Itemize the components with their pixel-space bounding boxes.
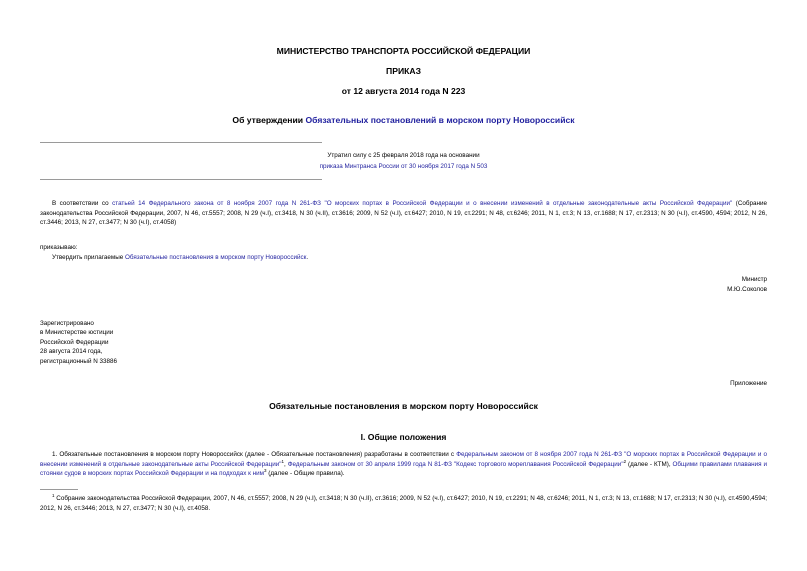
doc-title <box>0 115 807 125</box>
clause-1-text-2: , <box>284 460 288 468</box>
registration-line: регистрационный N 33886 <box>40 357 118 365</box>
appendix-label: Приложение <box>730 380 767 387</box>
status-bottom-divider <box>40 179 322 180</box>
footnote-divider <box>40 489 78 490</box>
order-text-suffix: . <box>306 254 309 261</box>
order-text <box>52 253 308 263</box>
footnote-ref-2[interactable]: 2 <box>623 458 627 464</box>
status-line-2 <box>40 162 767 172</box>
preamble-text-2: (Собрание законодательства Российской Федерации, 2007, N 46, ст.5557; 2008, N 29 (ч.I), ст.3418, N 30 (ч.II), ст.3616; 2009, N 52 (ч.I), ст.6427; 2010, N 19, ст.2291; N 48, ст.6246; 2011, N 1, ст.3; N 13, ст.1688; N 17, ст.2313; N 30 (ч.I), ст.4590, 4594; 2012, N 26, ст.3446; 2013, N 27, ст.3477; N 30 (ч.I), ст.4058) <box>40 200 767 227</box>
appendix-title: Обязательные постановления в морском порту Новороссийск <box>269 401 538 411</box>
ministry-heading: МИНИСТЕРСТВО ТРАНСПОРТА РОССИЙСКОЙ ФЕДЕРАЦИИ <box>276 46 531 56</box>
footnote-ref-1[interactable]: 1 <box>281 458 285 464</box>
footnote-text: Собрание законодательства Российской Федерации, 2007, N 46, ст.5557; 2008, N 29 (ч.I), ст.3418; N 30 (ч.II), ст.3616; 2009, N 52 (ч.I), ст.6427; 2010, N 19, ст.2291; N 48, ст.6246; 2011, N 1, ст.3; N 13, ст.1688; N 17, ст.2313; N 30 (ч.I), ст.4590,4594; 2012, N 26, ст.3446; 2013, N 27, ст.3477; N 30 (ч.I), ст.4058. <box>40 495 767 512</box>
law-261-link[interactable]: Федеральным законом от 8 ноября 2007 года N 261-ФЗ "О морских портах в Российской Федерации и о внесении изменений в отдельные законодательные акты Российской Федерации" <box>40 451 767 468</box>
registration-line: 28 августа 2014 года, <box>40 348 103 356</box>
doc-title-link[interactable]: Обязательных постановлений в морском порту Новороссийск <box>305 115 575 125</box>
order-rules-link[interactable]: Обязательные постановления в морском порту Новороссийск <box>125 254 307 261</box>
registration-line: в Министерстве юстиции <box>40 329 114 337</box>
footnote-mark: 1 <box>52 492 55 498</box>
preamble-paragraph <box>40 199 767 228</box>
preamble-text-1: В соответствии со <box>52 200 113 207</box>
doc-type-heading: ПРИКАЗ <box>386 66 421 76</box>
registration-block <box>40 319 117 366</box>
repeal-order-link[interactable]: приказа Минтранса России от 30 ноября 2017 года N 503 <box>319 163 488 170</box>
doc-date-number: от 12 августа 2014 года N 223 <box>341 86 466 96</box>
law-81-link[interactable]: Федеральным законом от 30 апреля 1999 года N 81-ФЗ "Кодекс торгового мореплавания Российской Федерации" <box>287 460 624 468</box>
order-label: приказываю: <box>40 244 78 251</box>
doc-title-prefix: Об утверждении <box>232 115 306 125</box>
status-line-1: Утратил силу с 25 февраля 2018 года на основании <box>327 152 480 159</box>
clause-1-text-4: (далее - Общие правила). <box>266 470 345 478</box>
footnote-ref-3[interactable]: 3 <box>263 468 267 474</box>
clause-1-text-3: (далее - КТМ), <box>626 460 673 468</box>
order-text-prefix: Утвердить прилагаемые <box>52 254 125 261</box>
section-heading: I. Общие положения <box>360 432 447 442</box>
registration-line: Зарегистрировано <box>40 320 94 327</box>
signature-position: Министр <box>741 276 767 283</box>
signature-name: М.Ю.Соколов <box>727 286 767 293</box>
status-top-divider <box>40 142 322 143</box>
footnote-1 <box>40 494 767 513</box>
preamble-law-link[interactable]: статьей 14 Федерального закона от 8 ноября 2007 года N 261-ФЗ "О морских портах в Российской Федерации и о внесении изменений в отдельные законодательные акты Российской Федерации" <box>112 200 733 207</box>
general-rules-link[interactable]: Общими правилами плавания и стоянки судов в морских портах Российской Федерации и на подходах к ним <box>40 460 768 478</box>
clause-1-text-1: 1. Обязательные постановления в морском порту Новороссийск (далее - Обязательные постановления) разработаны в соответствии с <box>52 451 457 458</box>
registration-line: Российской Федерации <box>40 338 109 346</box>
clause-1-paragraph <box>40 450 767 479</box>
